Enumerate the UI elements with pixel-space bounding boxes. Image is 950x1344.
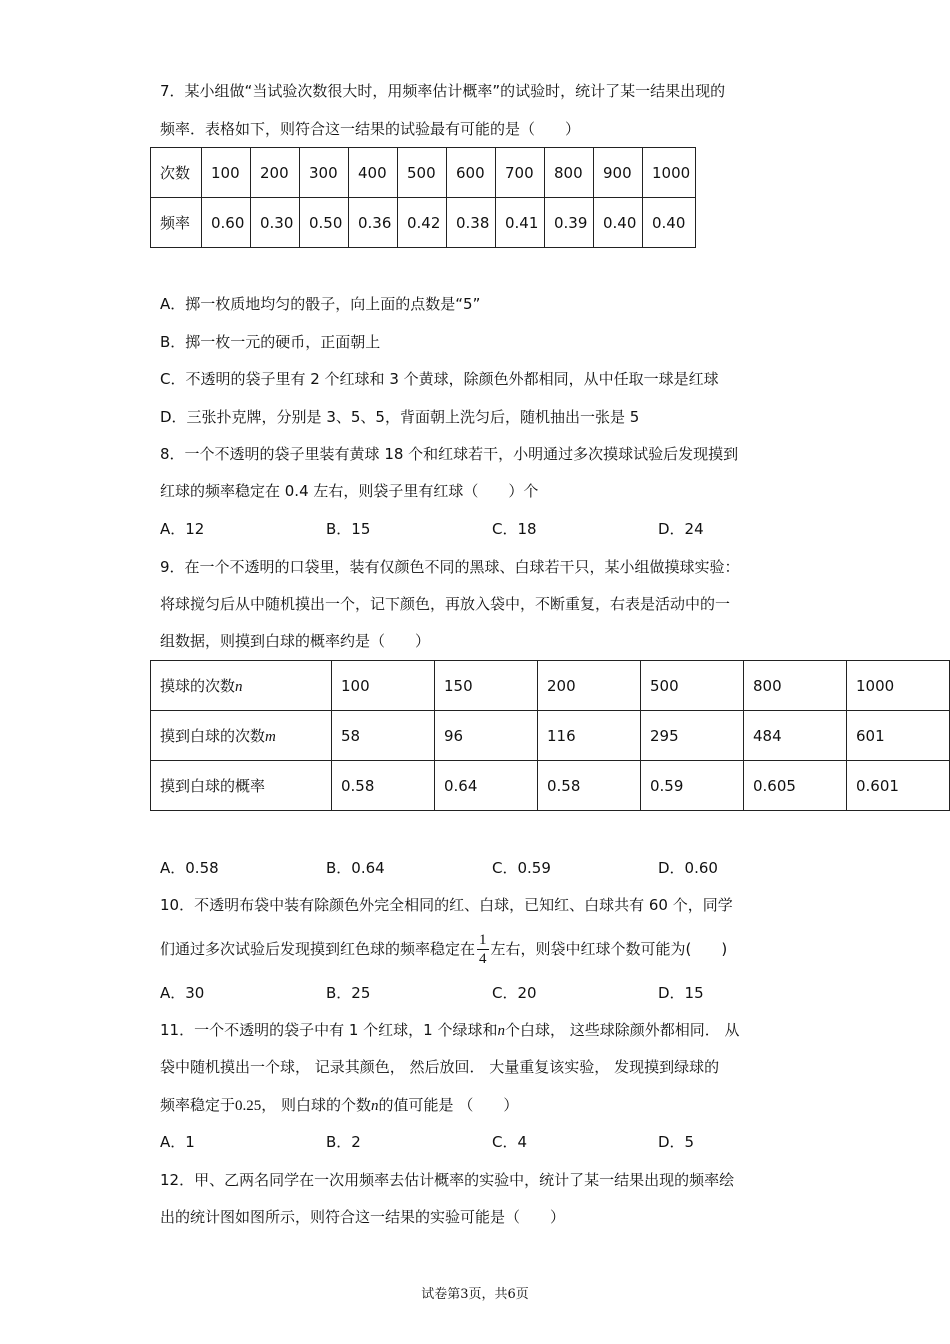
- row-label-white-count: 摸到白球的次数m: [151, 711, 332, 761]
- table-cell: 0.58: [538, 761, 641, 811]
- q9-experiment-table: [150, 660, 950, 811]
- table-cell: 0.40: [594, 198, 643, 248]
- table-cell: 58: [332, 711, 435, 761]
- table-cell: 1000: [643, 148, 696, 198]
- table-cell: 0.30: [251, 198, 300, 248]
- table-cell: 0.36: [349, 198, 398, 248]
- page-footer: 试卷第3页，共6页: [421, 1287, 529, 1302]
- q7-line-1: 7．某小组做“当试验次数很大时，用频率估计概率”的试验时，统计了某一结果出现的: [160, 82, 726, 100]
- table-cell: 500: [641, 661, 744, 711]
- q10-options: [160, 983, 824, 1003]
- q9-line-3: 组数据，则摸到白球的概率约是（ ）: [160, 632, 431, 650]
- row-label-white-prob: 摸到白球的概率: [151, 761, 332, 811]
- table-cell: 0.41: [496, 198, 545, 248]
- one-quarter-fraction: $\frac{1}{4}$: [479, 932, 487, 967]
- table-cell: 1000: [847, 661, 950, 711]
- q9-options: [160, 858, 824, 878]
- q11-option-a: A．1: [160, 1133, 195, 1151]
- q11-line-1: 11．一个不透明的袋子中有 1 个红球，1 个绿球和n个白球， 这些球除颜外都相同． 从: [160, 1021, 740, 1039]
- table-cell: 0.601: [847, 761, 950, 811]
- table-cell: 0.39: [545, 198, 594, 248]
- table-row: [151, 148, 696, 198]
- q7-option-d: D．三张扑克牌，分别是 3、5、5，背面朝上洗匀后，随机抽出一张是 5: [160, 408, 640, 426]
- table-cell: 96: [435, 711, 538, 761]
- table-row: [151, 661, 950, 711]
- row-label-frequency: 频率: [151, 198, 202, 248]
- table-row: [151, 761, 950, 811]
- table-cell: 0.64: [435, 761, 538, 811]
- table-cell: 0.40: [643, 198, 696, 248]
- table-cell: 300: [300, 148, 349, 198]
- table-cell: 0.605: [744, 761, 847, 811]
- table-cell: 600: [447, 148, 496, 198]
- q7-line-2: 频率．表格如下，则符合这一结果的试验最有可能的是（ ）: [160, 120, 581, 138]
- q8-option-c: C．18: [492, 520, 537, 538]
- table-cell: 400: [349, 148, 398, 198]
- q10-option-b: B．25: [326, 984, 371, 1002]
- table-cell: 900: [594, 148, 643, 198]
- table-cell: 0.42: [398, 198, 447, 248]
- table-cell: 0.59: [641, 761, 744, 811]
- table-cell: 800: [744, 661, 847, 711]
- q8-option-d: D．24: [658, 520, 704, 538]
- q11-option-c: C．4: [492, 1133, 528, 1151]
- table-cell: 700: [496, 148, 545, 198]
- q9-option-b: B．0.64: [326, 859, 385, 877]
- q7-option-c: C．不透明的袋子里有 2 个红球和 3 个黄球，除颜色外都相同，从中任取一球是红球: [160, 370, 719, 388]
- table-cell: 800: [545, 148, 594, 198]
- q11-line-2: 袋中随机摸出一个球， 记录其颜色， 然后放回． 大量重复该实验， 发现摸到绿球的: [160, 1058, 720, 1076]
- q7-option-a: A．掷一枚质地均匀的骰子，向上面的点数是“5”: [160, 295, 481, 313]
- table-cell: 601: [847, 711, 950, 761]
- table-cell: 200: [251, 148, 300, 198]
- q10-option-a: A．30: [160, 984, 205, 1002]
- q10-option-d: D．15: [658, 984, 704, 1002]
- q9-line-2: 将球搅匀后从中随机摸出一个，记下颜色，再放入袋中，不断重复，右表是活动中的一: [160, 595, 731, 613]
- table-cell: 0.58: [332, 761, 435, 811]
- q11-options: [160, 1132, 824, 1152]
- q9-option-d: D．0.60: [658, 859, 718, 877]
- row-label-counts: 次数: [151, 148, 202, 198]
- q11-line-3: 频率稳定于0.25， 则白球的个数n的值可能是 （ ）: [160, 1096, 519, 1114]
- table-cell: 500: [398, 148, 447, 198]
- q7-frequency-table: [150, 147, 696, 248]
- table-cell: 295: [641, 711, 744, 761]
- table-cell: 200: [538, 661, 641, 711]
- q7-option-b: B．掷一枚一元的硬币，正面朝上: [160, 333, 381, 351]
- q8-options: [160, 519, 824, 539]
- q10-line-2: 们通过多次试验后发现摸到红色球的频率稳定在 $\frac{1}{4}$ 左右，则袋中红球个数可能为( ): [160, 932, 728, 967]
- q11-option-d: D．5: [658, 1133, 695, 1151]
- q10-option-c: C．20: [492, 984, 537, 1002]
- q8-option-a: A．12: [160, 520, 205, 538]
- table-cell: 100: [332, 661, 435, 711]
- table-row: [151, 198, 696, 248]
- table-cell: 150: [435, 661, 538, 711]
- q8-line-1: 8．一个不透明的袋子里装有黄球 18 个和红球若干，小明通过多次摸球试验后发现摸到: [160, 445, 739, 463]
- q9-line-1: 9．在一个不透明的口袋里，装有仅颜色不同的黑球、白球若干只，某小组做摸球实验：: [160, 558, 740, 576]
- q8-option-b: B．15: [326, 520, 371, 538]
- q12-line-2: 出的统计图如图所示，则符合这一结果的实验可能是（ ）: [160, 1208, 566, 1226]
- q10-line-1: 10．不透明布袋中装有除颜色外完全相同的红、白球，已知红、白球共有 60 个，同学: [160, 896, 733, 914]
- table-cell: 116: [538, 711, 641, 761]
- q8-line-2: 红球的频率稳定在 0.4 左右，则袋子里有红球（ ）个: [160, 482, 539, 500]
- table-cell: 0.60: [202, 198, 251, 248]
- q12-line-1: 12．甲、乙两名同学在一次用频率去估计概率的实验中，统计了某一结果出现的频率绘: [160, 1171, 735, 1189]
- q9-option-a: A．0.58: [160, 859, 219, 877]
- table-cell: 100: [202, 148, 251, 198]
- table-cell: 484: [744, 711, 847, 761]
- q9-option-c: C．0.59: [492, 859, 551, 877]
- table-row: [151, 711, 950, 761]
- row-label-draw-count: 摸球的次数n: [151, 661, 332, 711]
- table-cell: 0.38: [447, 198, 496, 248]
- q11-option-b: B．2: [326, 1133, 361, 1151]
- table-cell: 0.50: [300, 198, 349, 248]
